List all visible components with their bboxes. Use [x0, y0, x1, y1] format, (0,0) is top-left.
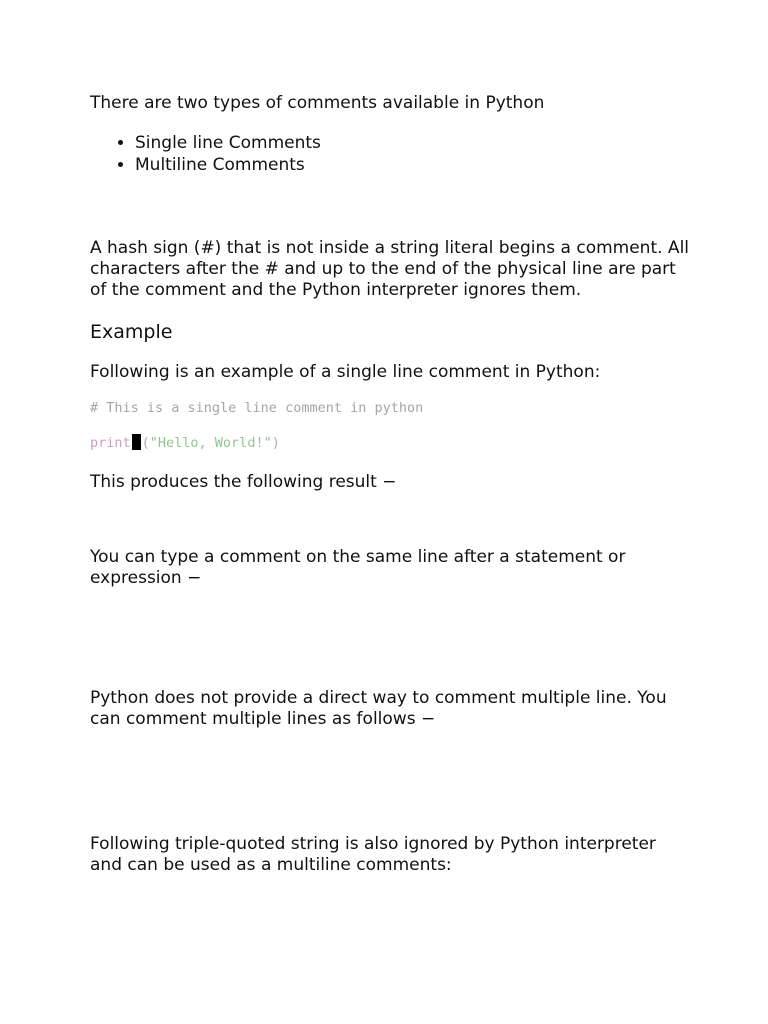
list-item: • Multiline Comments	[135, 154, 321, 176]
code-comment-line: # This is a single line comment in python	[90, 400, 424, 416]
code-open-paren: (	[141, 435, 150, 451]
code-print-line	[90, 434, 280, 452]
hash-sign-paragraph: A hash sign (#) that is not inside a string literal begins a comment. All characters after the # and up to the end of the physical line are part of the comment and the Python interpreter ignores them.	[90, 238, 690, 300]
intro-paragraph: There are two types of comments available in Python	[90, 93, 545, 113]
text-cursor	[132, 434, 141, 450]
same-line-paragraph: You can type a comment on the same line after a statement or expression −	[90, 547, 626, 588]
example-intro-paragraph: Following is an example of a single line comment in Python:	[90, 362, 601, 382]
list-item: • Single line Comments	[135, 132, 321, 154]
code-close-paren: )	[271, 435, 280, 451]
comment-types-list	[90, 132, 321, 176]
multiline-paragraph: Python does not provide a direct way to comment multiple line. You can comment multiple lines as follows −	[90, 688, 667, 729]
code-string: "Hello, World!"	[149, 435, 272, 451]
result-paragraph: This produces the following result −	[90, 472, 397, 492]
code-keyword: print	[90, 435, 131, 451]
example-heading: Example	[90, 321, 173, 343]
triple-quote-paragraph: Following triple-quoted string is also ignored by Python interpreter and can be used as a multiline comments:	[90, 834, 656, 875]
